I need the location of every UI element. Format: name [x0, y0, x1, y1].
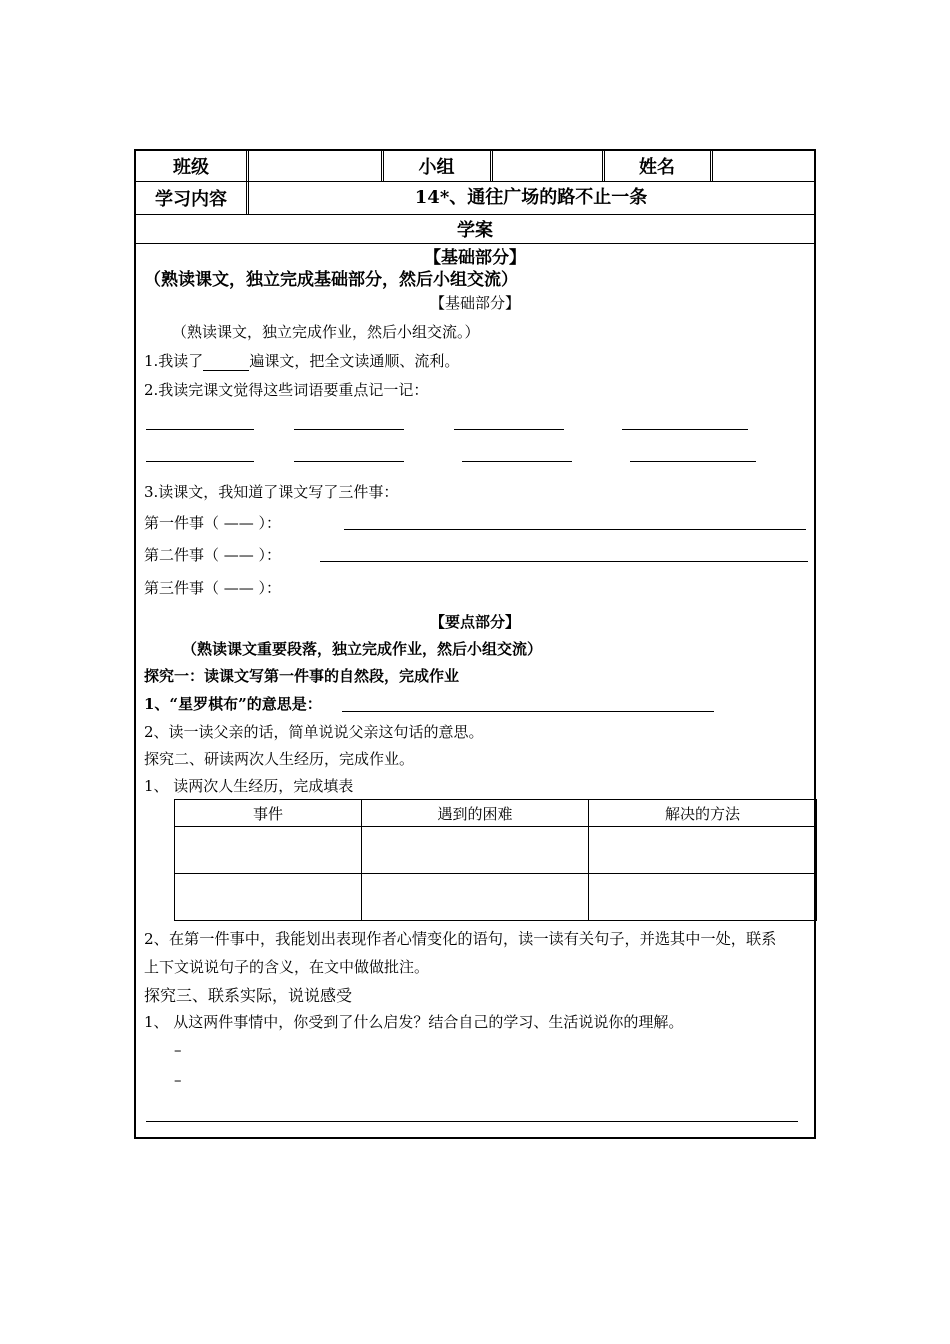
table-header-row [175, 800, 817, 827]
class-label: 班级 [173, 157, 209, 178]
word-line[interactable] [454, 429, 564, 430]
explore2-heading: 探究二、研读两次人生经历，完成作业。 [144, 750, 415, 768]
table-row [175, 874, 817, 921]
key-title: 【要点部分】 [429, 613, 520, 631]
event1-label: 第一件事（ —— ）： [144, 514, 282, 532]
table-header-solution: 解决的方法 [589, 800, 817, 827]
word-line[interactable] [622, 429, 748, 430]
explore3-q1: 1、 从这两件事情中，你受到了什么启发？结合自己的学习、生活说说你的理解。 [144, 1013, 684, 1031]
table-header-event: 事件 [175, 800, 362, 827]
class-field[interactable] [248, 151, 381, 181]
table-row [175, 827, 817, 874]
header-row-3 [136, 214, 814, 244]
word-line[interactable] [294, 461, 404, 462]
word-line[interactable] [146, 461, 254, 462]
basic-instruction: （熟读课文，独立完成基础部分，然后小组交流） [144, 270, 518, 290]
q2: 2.我读完课文觉得这些词语要重点记一记： [144, 381, 429, 399]
event2-label: 第二件事（ —— ）： [144, 546, 282, 564]
worksheet [134, 149, 816, 1139]
explore1-q2: 2、读一读父亲的话，简单说说父亲这句话的意思。 [144, 723, 484, 741]
table-cell[interactable] [175, 827, 362, 874]
group-field[interactable] [492, 151, 602, 181]
basic-sub-instruction: （熟读课文，独立完成作业，然后小组交流。） [172, 323, 480, 341]
explore3-heading: 探究三、联系实际，说说感受 [144, 986, 353, 1005]
table-cell[interactable] [362, 827, 589, 874]
plan-label: 学案 [457, 219, 493, 241]
word-line[interactable] [462, 461, 572, 462]
key-instruction: （熟读课文重要段落，独立完成作业，然后小组交流） [182, 640, 543, 658]
explore1-q1: 1、“星罗棋布”的意思是： [144, 695, 322, 713]
group-label: 小组 [418, 157, 455, 178]
explore1-q1-line[interactable] [342, 711, 714, 712]
header-row-1 [136, 151, 814, 182]
table-cell[interactable] [175, 874, 362, 921]
answer-line[interactable] [146, 1121, 798, 1122]
experience-table [174, 799, 817, 921]
word-line[interactable] [294, 429, 404, 430]
basic-sub-title: 【基础部分】 [429, 294, 520, 312]
answer-dash: – [174, 1041, 182, 1059]
name-label: 姓名 [639, 157, 675, 178]
q3: 3.读课文，我知道了课文写了三件事： [144, 483, 399, 501]
q1-pre: 1.我读了 [144, 352, 204, 370]
word-line[interactable] [146, 429, 254, 430]
content-area [136, 245, 814, 1137]
basic-title: 【基础部分】 [424, 248, 526, 268]
explore2-q1: 1、 读两次人生经历，完成填表 [144, 777, 354, 795]
q1-post: 遍课文，把全文读通顺、流利。 [249, 352, 460, 370]
table-cell[interactable] [362, 874, 589, 921]
explore2-q2-line1: 2、在第一件事中，我能划出表现作者心情变化的语句，读一读有关句子，并选其中一处，联系 [144, 930, 777, 948]
event1-line[interactable] [344, 529, 806, 530]
event3-label: 第三件事（ —— ）： [144, 579, 282, 597]
q1 [144, 350, 459, 371]
explore2-q2-line2: 上下文说说句子的含义，在文中做做批注。 [144, 958, 430, 976]
word-line[interactable] [630, 461, 756, 462]
table-cell[interactable] [589, 827, 817, 874]
name-field[interactable] [712, 151, 816, 181]
header-row-2 [136, 181, 814, 215]
content-label: 学习内容 [155, 188, 227, 210]
explore1-heading: 探究一：读课文写第一件事的自然段，完成作业 [144, 667, 460, 685]
lesson-title: 14*、通往广场的路不止一条 [414, 187, 648, 208]
table-header-difficulty: 遇到的困难 [362, 800, 589, 827]
answer-dash: – [174, 1071, 182, 1089]
event2-line[interactable] [320, 561, 808, 562]
table-cell[interactable] [589, 874, 817, 921]
q1-blank[interactable] [203, 352, 249, 371]
